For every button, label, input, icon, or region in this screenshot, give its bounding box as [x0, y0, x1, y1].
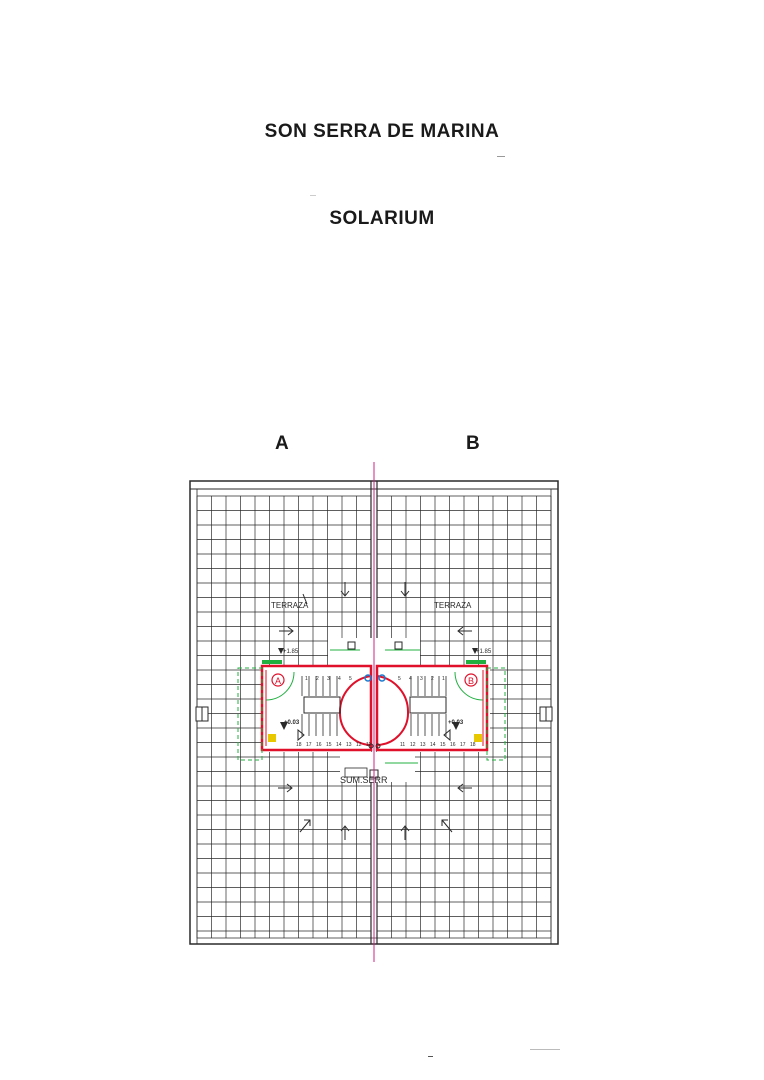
accent-green-a — [262, 660, 282, 664]
skylight-label: SUM.SERR — [340, 775, 388, 785]
step-number: 11 — [366, 742, 372, 748]
step-number: 13 — [346, 742, 352, 748]
step-number: 3 — [420, 676, 423, 682]
unit-marker-a: A — [274, 676, 282, 686]
step-number: 16 — [316, 742, 322, 748]
unit-marker-b: B — [467, 676, 475, 686]
level-floor-b: +0.03 — [448, 720, 464, 726]
terrace-label-b: TERRAZA — [434, 601, 472, 610]
step-number: 4 — [409, 676, 412, 682]
step-number: 1 — [305, 676, 308, 682]
step-number: 1 — [442, 676, 445, 682]
step-number: 5 — [398, 676, 401, 682]
arrow-diag-b — [442, 820, 452, 832]
step-number: 18 — [296, 742, 302, 748]
step-number: 18 — [470, 742, 476, 748]
arrow-right-a — [279, 627, 293, 635]
step-number: 15 — [326, 742, 332, 748]
page-title: SON SERRA DE MARINA — [264, 121, 500, 142]
step-number: 2 — [316, 676, 319, 682]
terrace-label-a: TERRAZA — [271, 601, 309, 610]
step-number: 4 — [338, 676, 341, 682]
arrow-up-b — [401, 826, 409, 840]
accent-yellow-b — [474, 734, 482, 742]
page-subtitle: SOLARIUM — [329, 208, 435, 229]
arrow-diag-a — [300, 820, 310, 832]
step-number: 17 — [460, 742, 466, 748]
step-number: 2 — [431, 676, 434, 682]
step-number: 11 — [400, 742, 406, 748]
unit-label-b: B — [466, 433, 480, 454]
level-floor-a: +0.03 — [284, 720, 300, 726]
arrow-right-a2 — [278, 784, 292, 792]
unit-label-a: A — [275, 433, 289, 454]
step-number: 12 — [410, 742, 416, 748]
arrow-left-b2 — [458, 784, 472, 792]
step-number: 17 — [306, 742, 312, 748]
arrow-down-b — [401, 582, 409, 596]
step-number: 12 — [356, 742, 362, 748]
step-number: 5 — [349, 676, 352, 682]
step-number: 15 — [440, 742, 446, 748]
arrow-left-b — [458, 627, 472, 635]
step-number: 3 — [327, 676, 330, 682]
step-number: 16 — [450, 742, 456, 748]
accent-yellow-a — [268, 734, 276, 742]
level-top-b: +1.85 — [476, 649, 492, 655]
step-number: 14 — [336, 742, 342, 748]
step-number: 13 — [420, 742, 426, 748]
step-number: 14 — [430, 742, 436, 748]
door-dash-a — [238, 668, 262, 760]
accent-green-b — [466, 660, 486, 664]
level-top-a: +1.85 — [283, 649, 299, 655]
